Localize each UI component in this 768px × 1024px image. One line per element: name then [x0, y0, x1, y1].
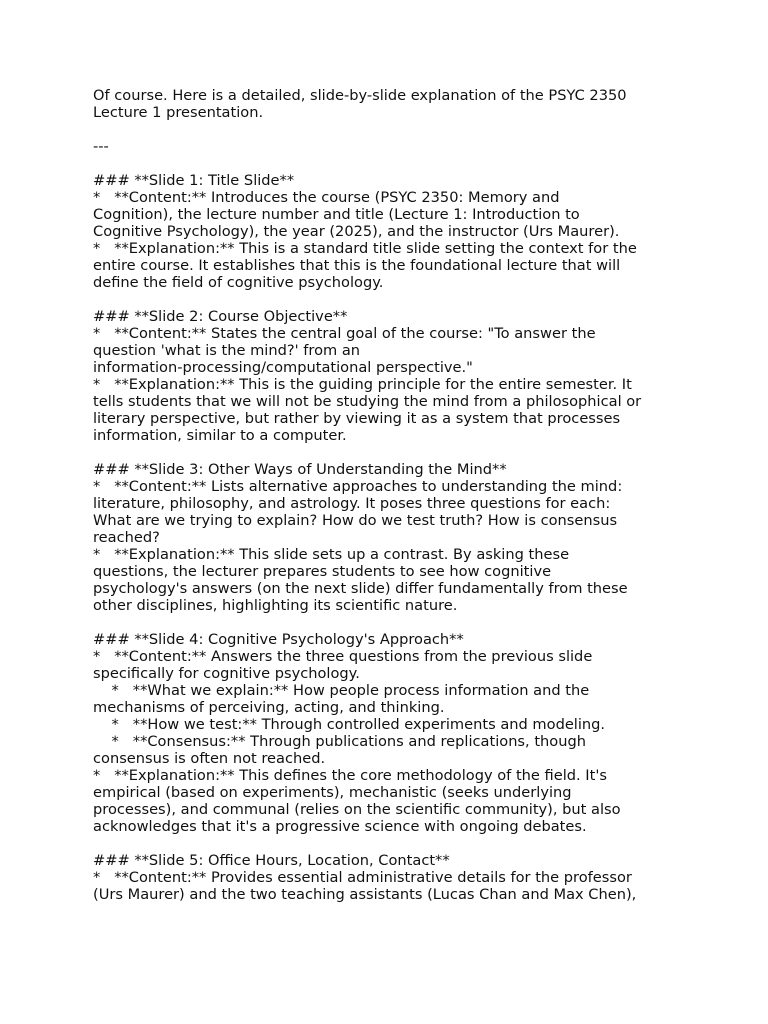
text-line: * **Content:** Introduces the course (PSYC 2350: Memory and: [93, 189, 560, 206]
document-body: [93, 87, 693, 903]
text-line: acknowledges that it's a progressive science with ongoing debates.: [93, 818, 587, 835]
text-line: ### **Slide 2: Course Objective**: [93, 308, 348, 325]
text-line: * **Content:** States the central goal of the course: "To answer the: [93, 325, 596, 342]
text-line: specifically for cognitive psychology.: [93, 665, 360, 682]
text-line: literary perspective, but rather by viewing it as a system that processes: [93, 410, 621, 427]
text-line: question 'what is the mind?' from an: [93, 342, 361, 359]
text-line: * **How we test:** Through controlled experiments and modeling.: [93, 716, 606, 733]
text-line: mechanisms of perceiving, acting, and thinking.: [93, 699, 445, 716]
text-line: consensus is often not reached.: [93, 750, 326, 767]
text-line: Of course. Here is a detailed, slide-by-slide explanation of the PSYC 2350: [93, 87, 627, 104]
text-line: * **Content:** Provides essential administrative details for the professor: [93, 869, 632, 886]
text-line: * **Explanation:** This defines the core methodology of the field. It's: [93, 767, 607, 784]
text-line: define the field of cognitive psychology.: [93, 274, 384, 291]
text-line: literature, philosophy, and astrology. It poses three questions for each:: [93, 495, 611, 512]
text-line: psychology's answers (on the next slide) differ fundamentally from these: [93, 580, 628, 597]
text-line: information-processing/computational perspective.": [93, 359, 473, 376]
text-line: * **Explanation:** This is the guiding principle for the entire semester. It: [93, 376, 632, 393]
text-line: ---: [93, 138, 109, 155]
text-line: Cognitive Psychology), the year (2025), and the instructor (Urs Maurer).: [93, 223, 620, 240]
text-line: [93, 121, 693, 138]
text-line: reached?: [93, 529, 160, 546]
text-line: * **Explanation:** This is a standard title slide setting the context for the: [93, 240, 637, 257]
text-line: information, similar to a computer.: [93, 427, 347, 444]
text-line: [93, 614, 693, 631]
text-line: * **Explanation:** This slide sets up a contrast. By asking these: [93, 546, 570, 563]
text-line: Cognition), the lecture number and title (Lecture 1: Introduction to: [93, 206, 580, 223]
text-line: [93, 835, 693, 852]
text-line: entire course. It establishes that this is the foundational lecture that will: [93, 257, 621, 274]
text-line: * **Content:** Answers the three questions from the previous slide: [93, 648, 593, 665]
text-line: [93, 444, 693, 461]
text-line: questions, the lecturer prepares students to see how cognitive: [93, 563, 552, 580]
text-line: other disciplines, highlighting its scientific nature.: [93, 597, 458, 614]
text-line: * **Content:** Lists alternative approaches to understanding the mind:: [93, 478, 623, 495]
text-line: * **What we explain:** How people process information and the: [93, 682, 590, 699]
text-line: [93, 291, 693, 308]
text-line: ### **Slide 3: Other Ways of Understanding the Mind**: [93, 461, 507, 478]
text-line: What are we trying to explain? How do we test truth? How is consensus: [93, 512, 618, 529]
text-line: ### **Slide 5: Office Hours, Location, Contact**: [93, 852, 450, 869]
text-line: ### **Slide 4: Cognitive Psychology's Approach**: [93, 631, 464, 648]
text-line: * **Consensus:** Through publications and replications, though: [93, 733, 586, 750]
text-line: Lecture 1 presentation.: [93, 104, 264, 121]
text-line: ### **Slide 1: Title Slide**: [93, 172, 295, 189]
text-line: processes), and communal (relies on the scientific community), but also: [93, 801, 621, 818]
text-line: [93, 155, 693, 172]
text-line: empirical (based on experiments), mechanistic (seeks underlying: [93, 784, 572, 801]
text-line: tells students that we will not be studying the mind from a philosophical or: [93, 393, 642, 410]
text-line: (Urs Maurer) and the two teaching assistants (Lucas Chan and Max Chen),: [93, 886, 637, 903]
